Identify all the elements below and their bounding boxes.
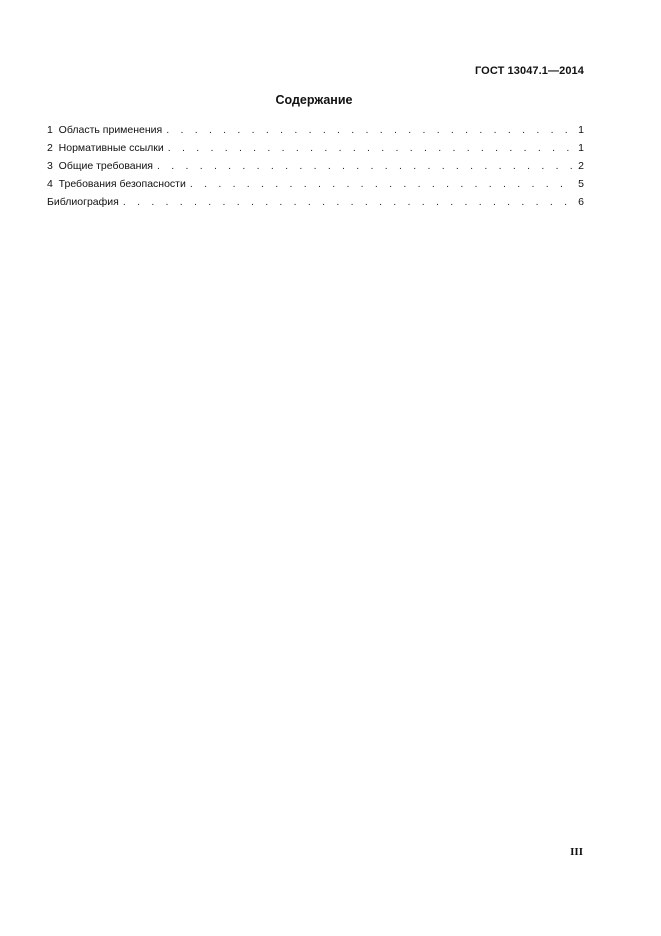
toc-item-page: 1 <box>578 142 584 154</box>
toc-item-label: 2 Нормативные ссылки <box>47 142 164 154</box>
toc-item-label: 4 Требования безопасности <box>47 178 186 190</box>
toc-item-label: 3 Общие требования <box>47 160 153 172</box>
toc-dot-leader <box>166 121 574 139</box>
toc-item-scope[interactable] <box>47 121 584 139</box>
toc-item-page: 2 <box>578 160 584 172</box>
toc-dot-leader <box>157 157 574 175</box>
toc-item-page: 6 <box>578 196 584 208</box>
toc-dot-leader <box>123 193 574 211</box>
toc-item-label: 1 Область применения <box>47 124 163 136</box>
toc-dot-leader <box>190 175 574 193</box>
toc-dot-leader <box>168 139 574 157</box>
table-of-contents <box>47 121 584 211</box>
page-number: III <box>570 846 583 858</box>
toc-item-general-requirements[interactable] <box>47 157 584 175</box>
toc-item-normative-references[interactable] <box>47 139 584 157</box>
toc-item-bibliography[interactable] <box>47 193 584 211</box>
toc-title: Содержание <box>275 93 353 107</box>
document-code: ГОСТ 13047.1—2014 <box>474 65 584 77</box>
toc-item-page: 5 <box>578 178 584 190</box>
toc-item-page: 1 <box>578 124 584 136</box>
toc-item-label: Библиография <box>47 196 119 208</box>
toc-item-safety-requirements[interactable] <box>47 175 584 193</box>
